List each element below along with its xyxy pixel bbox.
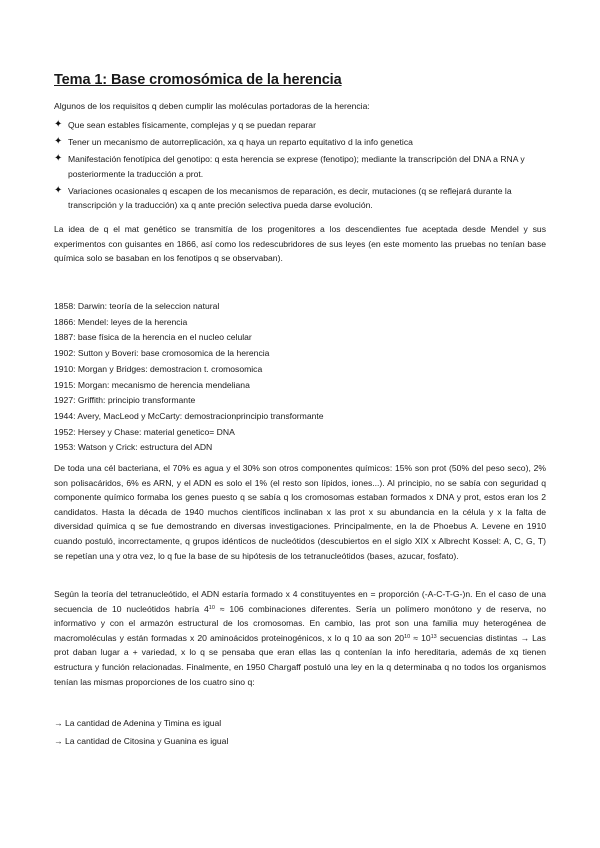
timeline-item: 1927: Griffith: principio transformante (54, 395, 196, 406)
chargaff-rule-1: → La cantidad de Adenina y Timina es igual (54, 718, 222, 728)
star-bullet-icon: ✦ (54, 152, 63, 164)
timeline-item: 1902: Sutton y Boveri: base cromosomica de la herencia (54, 348, 270, 359)
list-item: ✦ Que sean estables físicamente, complejas y q se puedan reparar (54, 118, 546, 133)
timeline-item: 1944: Avery, MacLeod y McCarty: demostracionprincipio transformante (54, 410, 324, 421)
paragraph-tetranucleotide: Según la teoría del tetranucleótido, el ADN estaría formado x 4 constituyentes en = proporción (-A-C-T-G-)n. En el caso de una secuencia de 10 nucleótidos habría $4^{10} \approx 106$ combinaciones diferentes. Sería un polímero monótono y de reserva, no informativo y con el armazón estructural de los cromosomas. En cambio, las prot son una familia muy heterogénea de macromoléculas y están formadas x 20 aminoácidos proteinogénicos, x lo q 10 aa son $20^{10} \approx 10^{13}$ secuencias distintas → Las prot daban lugar a + variedad, x lo q se pensaba que eran ellas las q contenían la info hereditaria, además de xq tienen estructura y función relacionadas. Finalmente, en 1950 Chargaff postuló una ley en la q determinaba q no todos los organismos tenían las mismas proporciones de los cuatro sino q: (54, 589, 546, 687)
timeline-item: 1915: Morgan: mecanismo de herencia mendeliana (54, 379, 250, 390)
paragraph-bacteria: De toda una cél bacteriana, el 70% es agua y el 30% son otros componentes químicos: 15% son prot (50% del peso seco), 2% son polisacáridos, 6% es ARN, y el ADN es solo el 1% (el resto son lípidos, iones...). Al principio, no se sabía con seguridad q componente químico formaba los genes puesto q se sabía q los cromosomas estaban formados x DNA y prot, estos eran los 2 candidatos. Hasta la década de 1940 muchos científicos inclinaban x las prot x su abundancia en la célula y x la falta de diversidad química q se fue demostrando en diversas investigaciones. Principalmente, en la de Phoebus A. Levene en 1910 cuando postuló, incorrectamente, q grupos idénticos de nucleótidos (descubiertos en el siglo XIX x Albrecht Kossel: A, C, G, T) se repetían una y otra vez, lo q fue la base de su hipótesis de los tetranucleótidos (bases, azucar, fosfato). (54, 463, 546, 561)
list-item: ✦ Tener un mecanismo de autorreplicación, xa q haya un reparto equitativo d la info genetica (54, 135, 546, 150)
chargaff-rule-2: → La cantidad de Citosina y Guanina es igual (54, 736, 229, 746)
timeline-item: 1887: base física de la herencia en el nucleo celular (54, 332, 252, 343)
timeline-item: 1910: Morgan y Bridges: demostracion t. cromosomica (54, 363, 263, 374)
timeline-list (54, 299, 546, 456)
list-item: ✦ Variaciones ocasionales q escapen de los mecanismos de reparación, es decir, mutaciones (q se reflejará durante la transcripción y la traducción) xa q ante preción selectiva pueda darse evolución. (54, 184, 512, 211)
timeline-item: 1866: Mendel: leyes de la herencia (54, 316, 188, 327)
star-bullet-icon: ✦ (54, 119, 63, 130)
star-bullet-icon: ✦ (54, 135, 63, 147)
timeline-item: 1952: Hersey y Chase: material genetico= DNA (54, 426, 235, 437)
timeline-item: 1953: Watson y Crick: estructura del ADN (54, 442, 213, 453)
timeline-item: 1858: Darwin: teoría de la seleccion natural (54, 301, 220, 311)
paragraph-mendel: La idea de q el mat genético se transmitía de los progenitores a los descendientes fue aceptada desde Mendel y sus experimentos con guisantes en 1866, así como los redescubridores de sus leyes (en este momento las pruebas no tenían base química solo se basaban en los fenotipos q se observaban). (54, 224, 546, 264)
list-item: ✦ Manifestación fenotípica del genotipo: q esta herencia se exprese (fenotipo); mediante la transcripción del DNA a RNA y posteriormente la traducción a prot. (54, 152, 525, 179)
intro-text: Algunos de los requisitos q deben cumplir las moléculas portadoras de la herencia: (54, 101, 370, 111)
requirements-list (54, 118, 546, 215)
star-bullet-icon: ✦ (54, 184, 63, 196)
page-title: Tema 1: Base cromosómica de la herencia (54, 72, 342, 88)
